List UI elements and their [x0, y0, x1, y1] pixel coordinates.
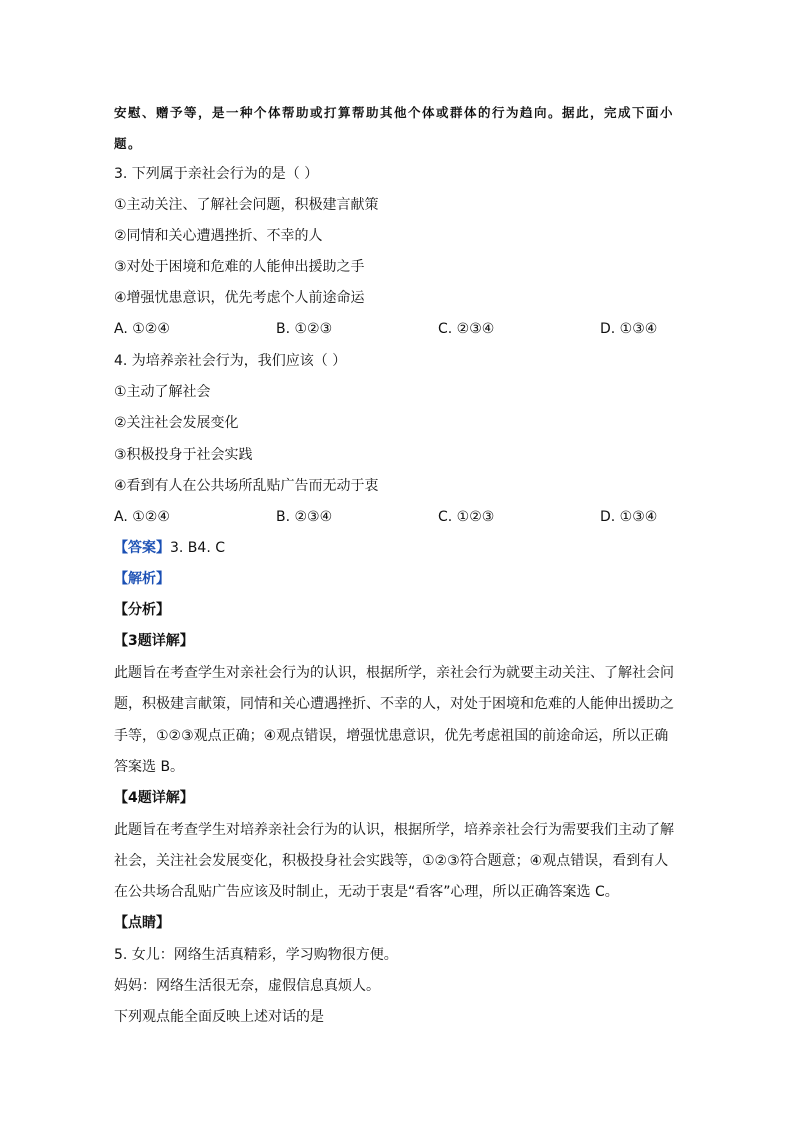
question-3-item-1: ①主动关注、了解社会问题，积极建言献策: [114, 197, 379, 213]
question-3-item-4: ④增强忧患意识，优先考虑个人前途命运: [114, 290, 365, 306]
question-4-option-c: C. ①②③: [438, 509, 495, 525]
question-4-option-d: D. ①③④: [600, 509, 658, 525]
detail-4-line-1: 此题旨在考查学生对培养亲社会行为的认识，根据所学，培养亲社会行为需要我们主动了解: [114, 822, 674, 838]
question-3-stem: 3. 下列属于亲社会行为的是（ ）: [114, 166, 319, 182]
question-5-line-2: 妈妈：网络生活很无奈，虚假信息真烦人。: [114, 978, 380, 994]
detail-4-line-3: 在公共场合乱贴广告应该及时制止，无动于衷是“看客”心理，所以正确答案选 C。: [114, 884, 619, 900]
question-5-line-1: 5. 女儿：网络生活真精彩，学习购物很方便。: [114, 947, 398, 963]
dianjing-tag: 【点睛】: [114, 915, 170, 931]
intro-line-2: 题。: [114, 136, 143, 151]
question-3-option-d: D. ①③④: [600, 321, 658, 337]
question-4-item-3: ③积极投身于社会实践: [114, 447, 253, 463]
answer-line: [114, 539, 225, 557]
detail-3-line-1: 此题旨在考查学生对亲社会行为的认识，根据所学，亲社会行为就要主动关注、了解社会问: [114, 665, 674, 681]
detail-3-line-2: 题，积极建言献策，同情和关心遭遇挫折、不幸的人，对处于困境和危难的人能伸出援助之: [114, 696, 674, 712]
detail-4-tag: 【4题详解】: [114, 790, 194, 806]
detail-3-line-4: 答案选 B。: [114, 759, 185, 775]
question-3-item-3: ③对处于困境和危难的人能伸出援助之手: [114, 259, 365, 275]
question-5-line-3: 下列观点能全面反映上述对话的是: [114, 1009, 324, 1025]
answer-tag: 【答案】: [114, 540, 170, 556]
question-3-option-a: A. ①②④: [114, 321, 170, 337]
detail-3-line-3: 手等，①②③观点正确；④观点错误，增强忧患意识，优先考虑祖国的前途命运，所以正确: [114, 728, 669, 744]
intro-line-1: 安慰、赠予等，是一种个体帮助或打算帮助其他个体或群体的行为趋向。据此，完成下面小: [114, 105, 675, 120]
question-3-option-c: C. ②③④: [438, 321, 495, 337]
question-4-option-a: A. ①②④: [114, 509, 170, 525]
answer-text: 3. B4. C: [170, 540, 225, 556]
question-4-item-1: ①主动了解社会: [114, 384, 211, 400]
question-3-item-2: ②同情和关心遭遇挫折、不幸的人: [114, 228, 323, 244]
detail-4-line-2: 社会，关注社会发展变化，积极投身社会实践等，①②③符合题意；④观点错误，看到有人: [114, 853, 669, 869]
question-3-option-b: B. ①②③: [276, 321, 333, 337]
fenxi-tag: 【分析】: [114, 602, 170, 618]
question-4-item-2: ②关注社会发展变化: [114, 415, 239, 431]
question-4-option-b: B. ②③④: [276, 509, 333, 525]
question-4-item-4: ④看到有人在公共场所乱贴广告而无动于衷: [114, 478, 379, 494]
question-4-stem: 4. 为培养亲社会行为，我们应该（ ）: [114, 353, 347, 369]
detail-3-tag: 【3题详解】: [114, 633, 194, 649]
analysis-tag: 【解析】: [114, 571, 170, 587]
